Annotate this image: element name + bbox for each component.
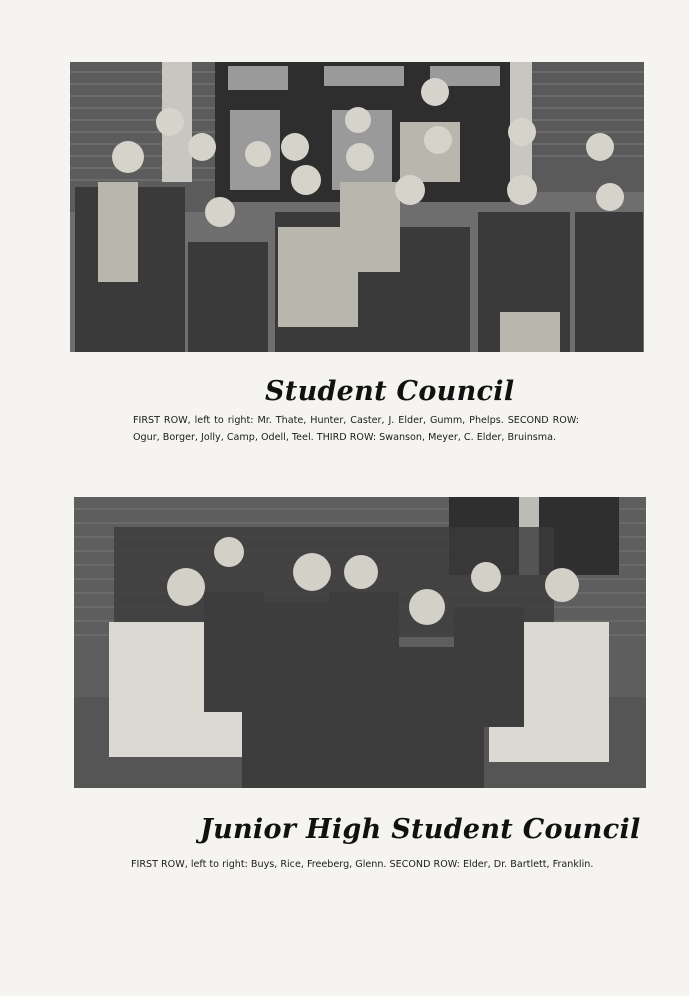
student-council-photo — [70, 62, 644, 352]
junior-high-student-council-caption: FIRST ROW, left to right: Buys, Rice, Freeberg, Glenn. SECOND ROW: Elder, Dr. Bartlett, Franklin. — [131, 858, 594, 870]
junior-high-student-council-title: Junior High Student Council — [200, 814, 641, 846]
junior-high-student-council-photo — [74, 497, 646, 788]
student-council-title: Student Council — [265, 376, 515, 408]
student-council-caption: FIRST ROW, left to right: Mr. Thate, Hunter, Caster, J. Elder, Gumm, Phelps. SECOND ROW: Ogur, Borger, Jolly, Camp, Odell, Teel. THIRD ROW: Swanson, Meyer, C. Elder, Bruinsma. — [133, 414, 579, 443]
